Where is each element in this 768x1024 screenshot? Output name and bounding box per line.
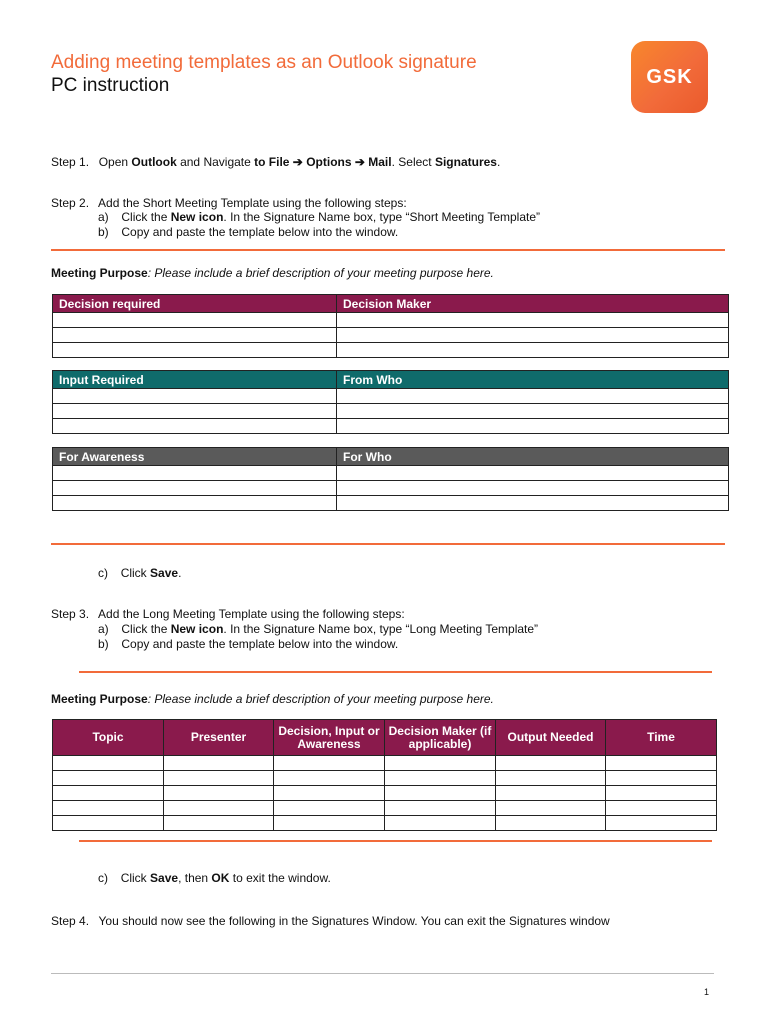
step2-a-text-2: . In the Signature Name box, type “Short Meeting Template” bbox=[223, 210, 541, 224]
separator-line bbox=[51, 543, 725, 545]
table-cell[interactable] bbox=[496, 786, 606, 801]
decision-maker-header: Decision Maker (if applicable) bbox=[385, 720, 496, 756]
table-cell[interactable] bbox=[53, 328, 337, 343]
table-row bbox=[53, 816, 717, 831]
document-title: Adding meeting templates as an Outlook signature bbox=[51, 52, 477, 73]
table-cell[interactable] bbox=[164, 756, 274, 771]
step1-text-4: . bbox=[496, 155, 501, 169]
step2-number: Step 2. bbox=[51, 196, 90, 210]
input-required-header: Input Required bbox=[53, 371, 337, 389]
step1-number: Step 1. bbox=[51, 155, 90, 169]
step2-c bbox=[98, 566, 181, 580]
long-meeting-purpose bbox=[51, 692, 494, 706]
table-cell[interactable] bbox=[337, 313, 729, 328]
table-cell[interactable] bbox=[53, 466, 337, 481]
table-row bbox=[53, 771, 717, 786]
document-subtitle: PC instruction bbox=[51, 75, 170, 96]
table-cell[interactable] bbox=[53, 496, 337, 511]
table-cell[interactable] bbox=[274, 771, 385, 786]
step3-text: Add the Long Meeting Template using the following steps: bbox=[98, 607, 405, 621]
step3-number: Step 3. bbox=[51, 607, 90, 621]
time-header: Time bbox=[606, 720, 717, 756]
table-cell[interactable] bbox=[53, 343, 337, 358]
step1-text-3: . Select bbox=[391, 155, 435, 169]
table-cell[interactable] bbox=[53, 771, 164, 786]
page-number: 1 bbox=[704, 987, 710, 997]
table-cell[interactable] bbox=[274, 786, 385, 801]
table-cell[interactable] bbox=[53, 816, 164, 831]
table-cell[interactable] bbox=[496, 771, 606, 786]
table-cell[interactable] bbox=[496, 756, 606, 771]
table-row bbox=[53, 786, 717, 801]
awareness-table bbox=[52, 447, 729, 511]
table-cell[interactable] bbox=[53, 419, 337, 434]
step2-c-bold-save: Save bbox=[150, 566, 179, 580]
table-cell[interactable] bbox=[385, 756, 496, 771]
table-row bbox=[53, 466, 729, 481]
table-cell[interactable] bbox=[606, 801, 717, 816]
table-cell[interactable] bbox=[337, 481, 729, 496]
step2-b-text: Copy and paste the template below into the window. bbox=[121, 225, 399, 239]
step2-a-label: a) bbox=[98, 210, 109, 224]
step2-a-bold: New icon bbox=[170, 210, 224, 224]
table-row bbox=[53, 313, 729, 328]
table-row bbox=[53, 419, 729, 434]
table-cell[interactable] bbox=[385, 816, 496, 831]
step3-a-bold: New icon bbox=[170, 622, 224, 636]
topic-header: Topic bbox=[53, 720, 164, 756]
decision-input-awareness-header: Decision, Input or Awareness bbox=[274, 720, 385, 756]
step3-b bbox=[98, 637, 398, 651]
step1-bold-path: to File ➔ Options ➔ Mail bbox=[254, 155, 392, 169]
step1-text-2: and Navigate bbox=[176, 155, 255, 169]
table-cell[interactable] bbox=[385, 771, 496, 786]
table-row bbox=[53, 801, 717, 816]
step4 bbox=[51, 914, 610, 928]
step2-c-text-2: . bbox=[178, 566, 182, 580]
step3 bbox=[51, 607, 405, 621]
table-cell[interactable] bbox=[274, 756, 385, 771]
table-row bbox=[53, 389, 729, 404]
step1 bbox=[51, 155, 500, 169]
purpose-label: Meeting Purpose bbox=[51, 266, 148, 280]
table-cell[interactable] bbox=[385, 786, 496, 801]
table-cell[interactable] bbox=[53, 756, 164, 771]
table-cell[interactable] bbox=[337, 343, 729, 358]
step3-a-text-1: Click the bbox=[121, 622, 171, 636]
long-meeting-table bbox=[52, 719, 717, 831]
table-row bbox=[53, 756, 717, 771]
step3-a bbox=[98, 622, 538, 636]
step3-a-text-2: . In the Signature Name box, type “Long Meeting Template” bbox=[223, 622, 539, 636]
table-row bbox=[53, 496, 729, 511]
table-cell[interactable] bbox=[337, 466, 729, 481]
short-meeting-purpose bbox=[51, 266, 494, 280]
table-cell[interactable] bbox=[164, 801, 274, 816]
table-cell[interactable] bbox=[337, 404, 729, 419]
step3-b-text: Copy and paste the template below into the window. bbox=[121, 637, 399, 651]
purpose-text: : Please include a brief description of your meeting purpose here. bbox=[147, 692, 494, 706]
step2-a-text-1: Click the bbox=[121, 210, 171, 224]
step4-number: Step 4. bbox=[51, 914, 90, 928]
table-cell[interactable] bbox=[606, 816, 717, 831]
table-cell[interactable] bbox=[53, 313, 337, 328]
step2-a bbox=[98, 210, 540, 224]
step3-c bbox=[98, 871, 331, 885]
table-cell[interactable] bbox=[53, 481, 337, 496]
step2 bbox=[51, 196, 407, 210]
step2-b bbox=[98, 225, 398, 239]
decision-required-header: Decision required bbox=[53, 295, 337, 313]
step2-c-label: c) bbox=[98, 566, 108, 580]
decision-maker-header: Decision Maker bbox=[337, 295, 729, 313]
step3-c-text-3: to exit the window. bbox=[229, 871, 331, 885]
footer-divider bbox=[51, 973, 714, 974]
table-cell[interactable] bbox=[606, 771, 717, 786]
purpose-label: Meeting Purpose bbox=[51, 692, 148, 706]
separator-line bbox=[51, 249, 725, 251]
table-cell[interactable] bbox=[53, 389, 337, 404]
step1-bold-signatures: Signatures bbox=[434, 155, 497, 169]
table-cell[interactable] bbox=[606, 756, 717, 771]
step3-b-label: b) bbox=[98, 637, 109, 651]
step3-c-label: c) bbox=[98, 871, 108, 885]
for-awareness-header: For Awareness bbox=[53, 448, 337, 466]
from-who-header: From Who bbox=[337, 371, 729, 389]
table-cell[interactable] bbox=[53, 801, 164, 816]
step3-c-bold-ok: OK bbox=[211, 871, 230, 885]
table-cell[interactable] bbox=[337, 389, 729, 404]
separator-line bbox=[79, 671, 712, 673]
table-row bbox=[53, 481, 729, 496]
table-cell[interactable] bbox=[337, 328, 729, 343]
table-row bbox=[53, 404, 729, 419]
table-cell[interactable] bbox=[164, 771, 274, 786]
step2-text: Add the Short Meeting Template using the following steps: bbox=[98, 196, 407, 210]
step1-text-1: Open bbox=[98, 155, 132, 169]
decision-table bbox=[52, 294, 729, 358]
input-table bbox=[52, 370, 729, 434]
separator-line bbox=[79, 840, 712, 842]
step1-bold-outlook: Outlook bbox=[131, 155, 177, 169]
table-cell[interactable] bbox=[53, 404, 337, 419]
table-cell[interactable] bbox=[164, 786, 274, 801]
table-cell[interactable] bbox=[337, 419, 729, 434]
table-cell[interactable] bbox=[385, 801, 496, 816]
gsk-logo: GSK bbox=[631, 41, 708, 113]
step3-a-label: a) bbox=[98, 622, 109, 636]
step3-c-text-2: , then bbox=[178, 871, 212, 885]
purpose-text: : Please include a brief description of your meeting purpose here. bbox=[147, 266, 494, 280]
for-who-header: For Who bbox=[337, 448, 729, 466]
table-cell[interactable] bbox=[496, 801, 606, 816]
table-cell[interactable] bbox=[274, 801, 385, 816]
table-cell[interactable] bbox=[53, 786, 164, 801]
step3-c-text-1: Click bbox=[120, 871, 151, 885]
step3-c-bold-save: Save bbox=[150, 871, 179, 885]
step2-b-label: b) bbox=[98, 225, 109, 239]
table-cell[interactable] bbox=[496, 816, 606, 831]
table-cell[interactable] bbox=[274, 816, 385, 831]
table-cell[interactable] bbox=[164, 816, 274, 831]
table-cell[interactable] bbox=[337, 496, 729, 511]
output-needed-header: Output Needed bbox=[496, 720, 606, 756]
table-row bbox=[53, 343, 729, 358]
table-cell[interactable] bbox=[606, 786, 717, 801]
table-row bbox=[53, 328, 729, 343]
presenter-header: Presenter bbox=[164, 720, 274, 756]
step2-c-text-1: Click bbox=[120, 566, 151, 580]
step4-text: You should now see the following in the Signatures Window. You can exit the Signatures window bbox=[98, 914, 610, 928]
